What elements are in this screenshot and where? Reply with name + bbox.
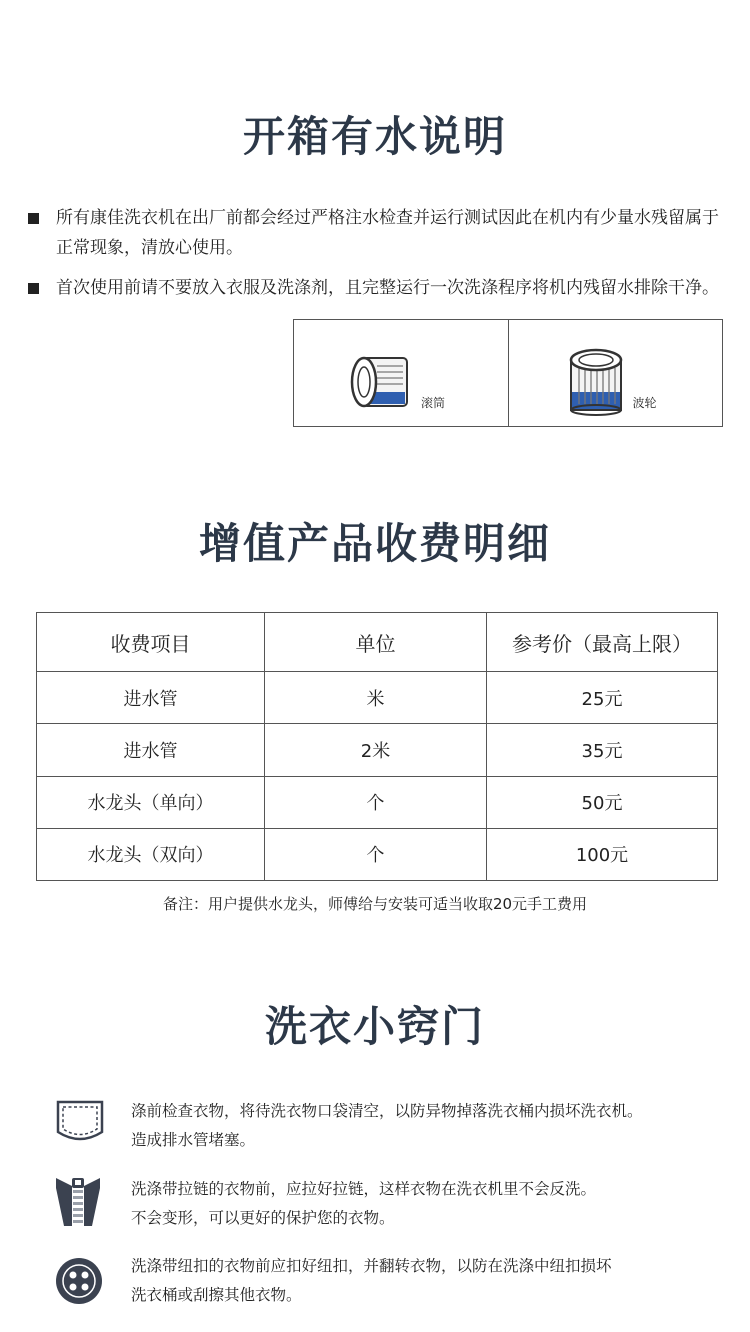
table-cell: 25元 [487, 672, 718, 724]
washer-type-label: 滚筒 [421, 396, 446, 410]
column-header: 参考价（最高上限） [487, 613, 718, 672]
washer-type-impeller [508, 320, 723, 426]
table-cell: 水龙头（单向） [37, 776, 265, 828]
tip-line: 洗衣桶或刮擦其他衣物。 [131, 1286, 302, 1304]
table-cell: 进水管 [37, 672, 265, 724]
tip-line: 涤前检查衣物，将待洗衣物口袋清空，以防异物掉落洗衣桶内损坏洗衣机。 [131, 1102, 643, 1120]
section-title-fee-details: 增值产品收费明细 [198, 519, 551, 568]
fee-note: 备注：用户提供水龙头，师傅给与安装可适当收取20元手工费用 [162, 895, 588, 913]
table-cell: 2米 [265, 724, 487, 776]
table-cell: 50元 [487, 776, 718, 828]
bullet-marker [28, 213, 39, 224]
button-icon [54, 1256, 104, 1306]
column-header: 单位 [265, 613, 487, 672]
tip-line: 洗涤带纽扣的衣物前应扣好纽扣，并翻转衣物，以防在洗涤中纽扣损坏 [131, 1257, 612, 1275]
tip-text [131, 1175, 731, 1233]
bullet-text: 所有康佳洗衣机在出厂前都会经过严格注水检查并运行测试因此在机内有少量水残留属于正常现象，清放心使用。 [56, 208, 719, 258]
impeller-washer-icon [565, 346, 627, 416]
table-cell: 水龙头（双向） [37, 828, 265, 880]
bullet-item [28, 203, 730, 263]
tip-text [131, 1252, 731, 1310]
table-cell: 100元 [487, 828, 718, 880]
tip-line: 不会变形，可以更好的保护您的衣物。 [131, 1209, 395, 1227]
table-cell: 35元 [487, 724, 718, 776]
tip-line: 洗涤带拉链的衣物前，应拉好拉链，这样衣物在洗衣机里不会反洗。 [131, 1180, 597, 1198]
bullet-marker [28, 283, 39, 294]
section-title-laundry-tips: 洗衣小窍门 [264, 1002, 485, 1051]
table-cell: 米 [265, 672, 487, 724]
table-row [37, 828, 718, 880]
bullet-item [28, 273, 730, 303]
table-header-row [37, 613, 718, 672]
tip-line: 造成排水管堵塞。 [131, 1131, 256, 1149]
drum-washer-icon [349, 354, 415, 412]
zipper-icon [54, 1176, 102, 1228]
table-cell: 个 [265, 828, 487, 880]
column-header: 收费项目 [37, 613, 265, 672]
table-row [37, 776, 718, 828]
bullet-text: 首次使用前请不要放入衣服及洗涤剂，且完整运行一次洗涤程序将机内残留水排除干净。 [56, 278, 719, 298]
table-cell: 进水管 [37, 724, 265, 776]
table-row [37, 724, 718, 776]
table-row [37, 672, 718, 724]
tip-text [131, 1097, 731, 1155]
fee-table [36, 612, 718, 881]
section-title-unboxing-water: 开箱有水说明 [242, 112, 507, 161]
pocket-icon [54, 1098, 106, 1148]
washer-type-label: 波轮 [632, 396, 657, 410]
washer-types-box [293, 319, 723, 427]
washer-type-drum [294, 320, 508, 426]
table-cell: 个 [265, 776, 487, 828]
